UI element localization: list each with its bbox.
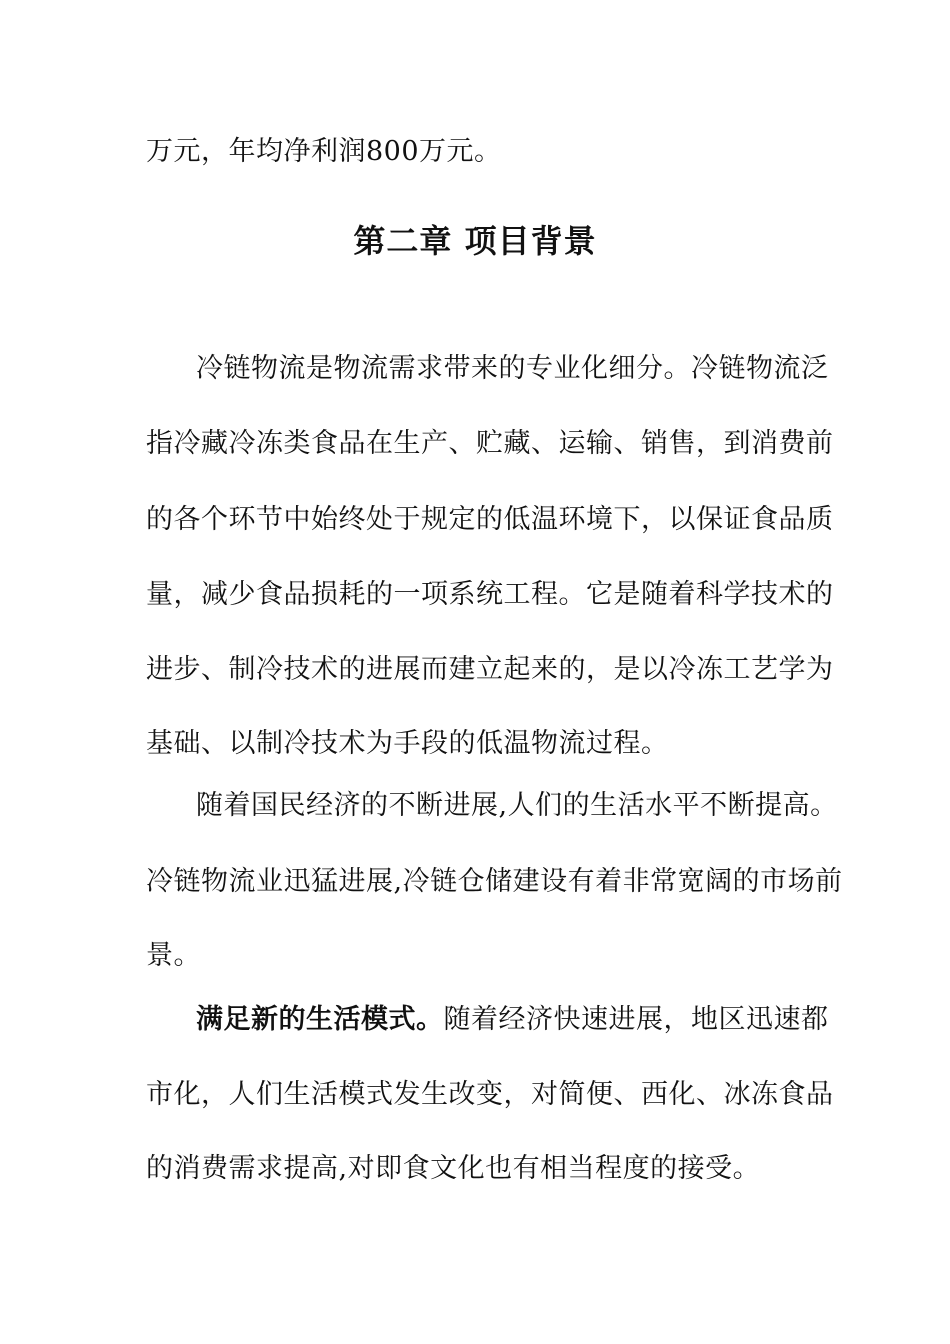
paragraph-line: 冷链物流业迅猛进展,冷链仓储建设有着非常宽阔的市场前 [146, 866, 843, 897]
paragraph-line: 的各个环节中始终处于规定的低温环境下，以保证食品质 [146, 504, 834, 535]
paragraph-line: 景。 [146, 940, 201, 971]
paragraph-line: 基础、以制冷技术为手段的低温物流过程。 [146, 728, 669, 759]
chapter-title: 第二章 项目背景 [353, 222, 597, 260]
paragraph-text: 随着经济快速进展，地区迅速都 [443, 1004, 829, 1035]
paragraph-line: 指冷藏冷冻类食品在生产、贮藏、运输、销售，到消费前 [146, 428, 834, 459]
continuation-line: 万元，年均净利润800万元。 [146, 136, 502, 167]
paragraph-line: 冷链物流是物流需求带来的专业化细分。冷链物流泛 [196, 353, 829, 384]
paragraph-line [196, 1002, 829, 1038]
paragraph-line: 随着国民经济的不断进展,人们的生活水平不断提高。 [196, 790, 838, 821]
paragraph-line: 市化，人们生活模式发生改变，对简便、西化、冰冻食品 [146, 1079, 834, 1110]
paragraph-line: 进步、制冷技术的进展而建立起来的，是以冷冻工艺学为 [146, 654, 834, 685]
bold-lead-phrase: 满足新的生活模式。 [196, 1004, 444, 1035]
paragraph-line: 的消费需求提高,对即食文化也有相当程度的接受。 [146, 1153, 761, 1184]
paragraph-line: 量，减少食品损耗的一项系统工程。它是随着科学技术的 [146, 579, 834, 610]
